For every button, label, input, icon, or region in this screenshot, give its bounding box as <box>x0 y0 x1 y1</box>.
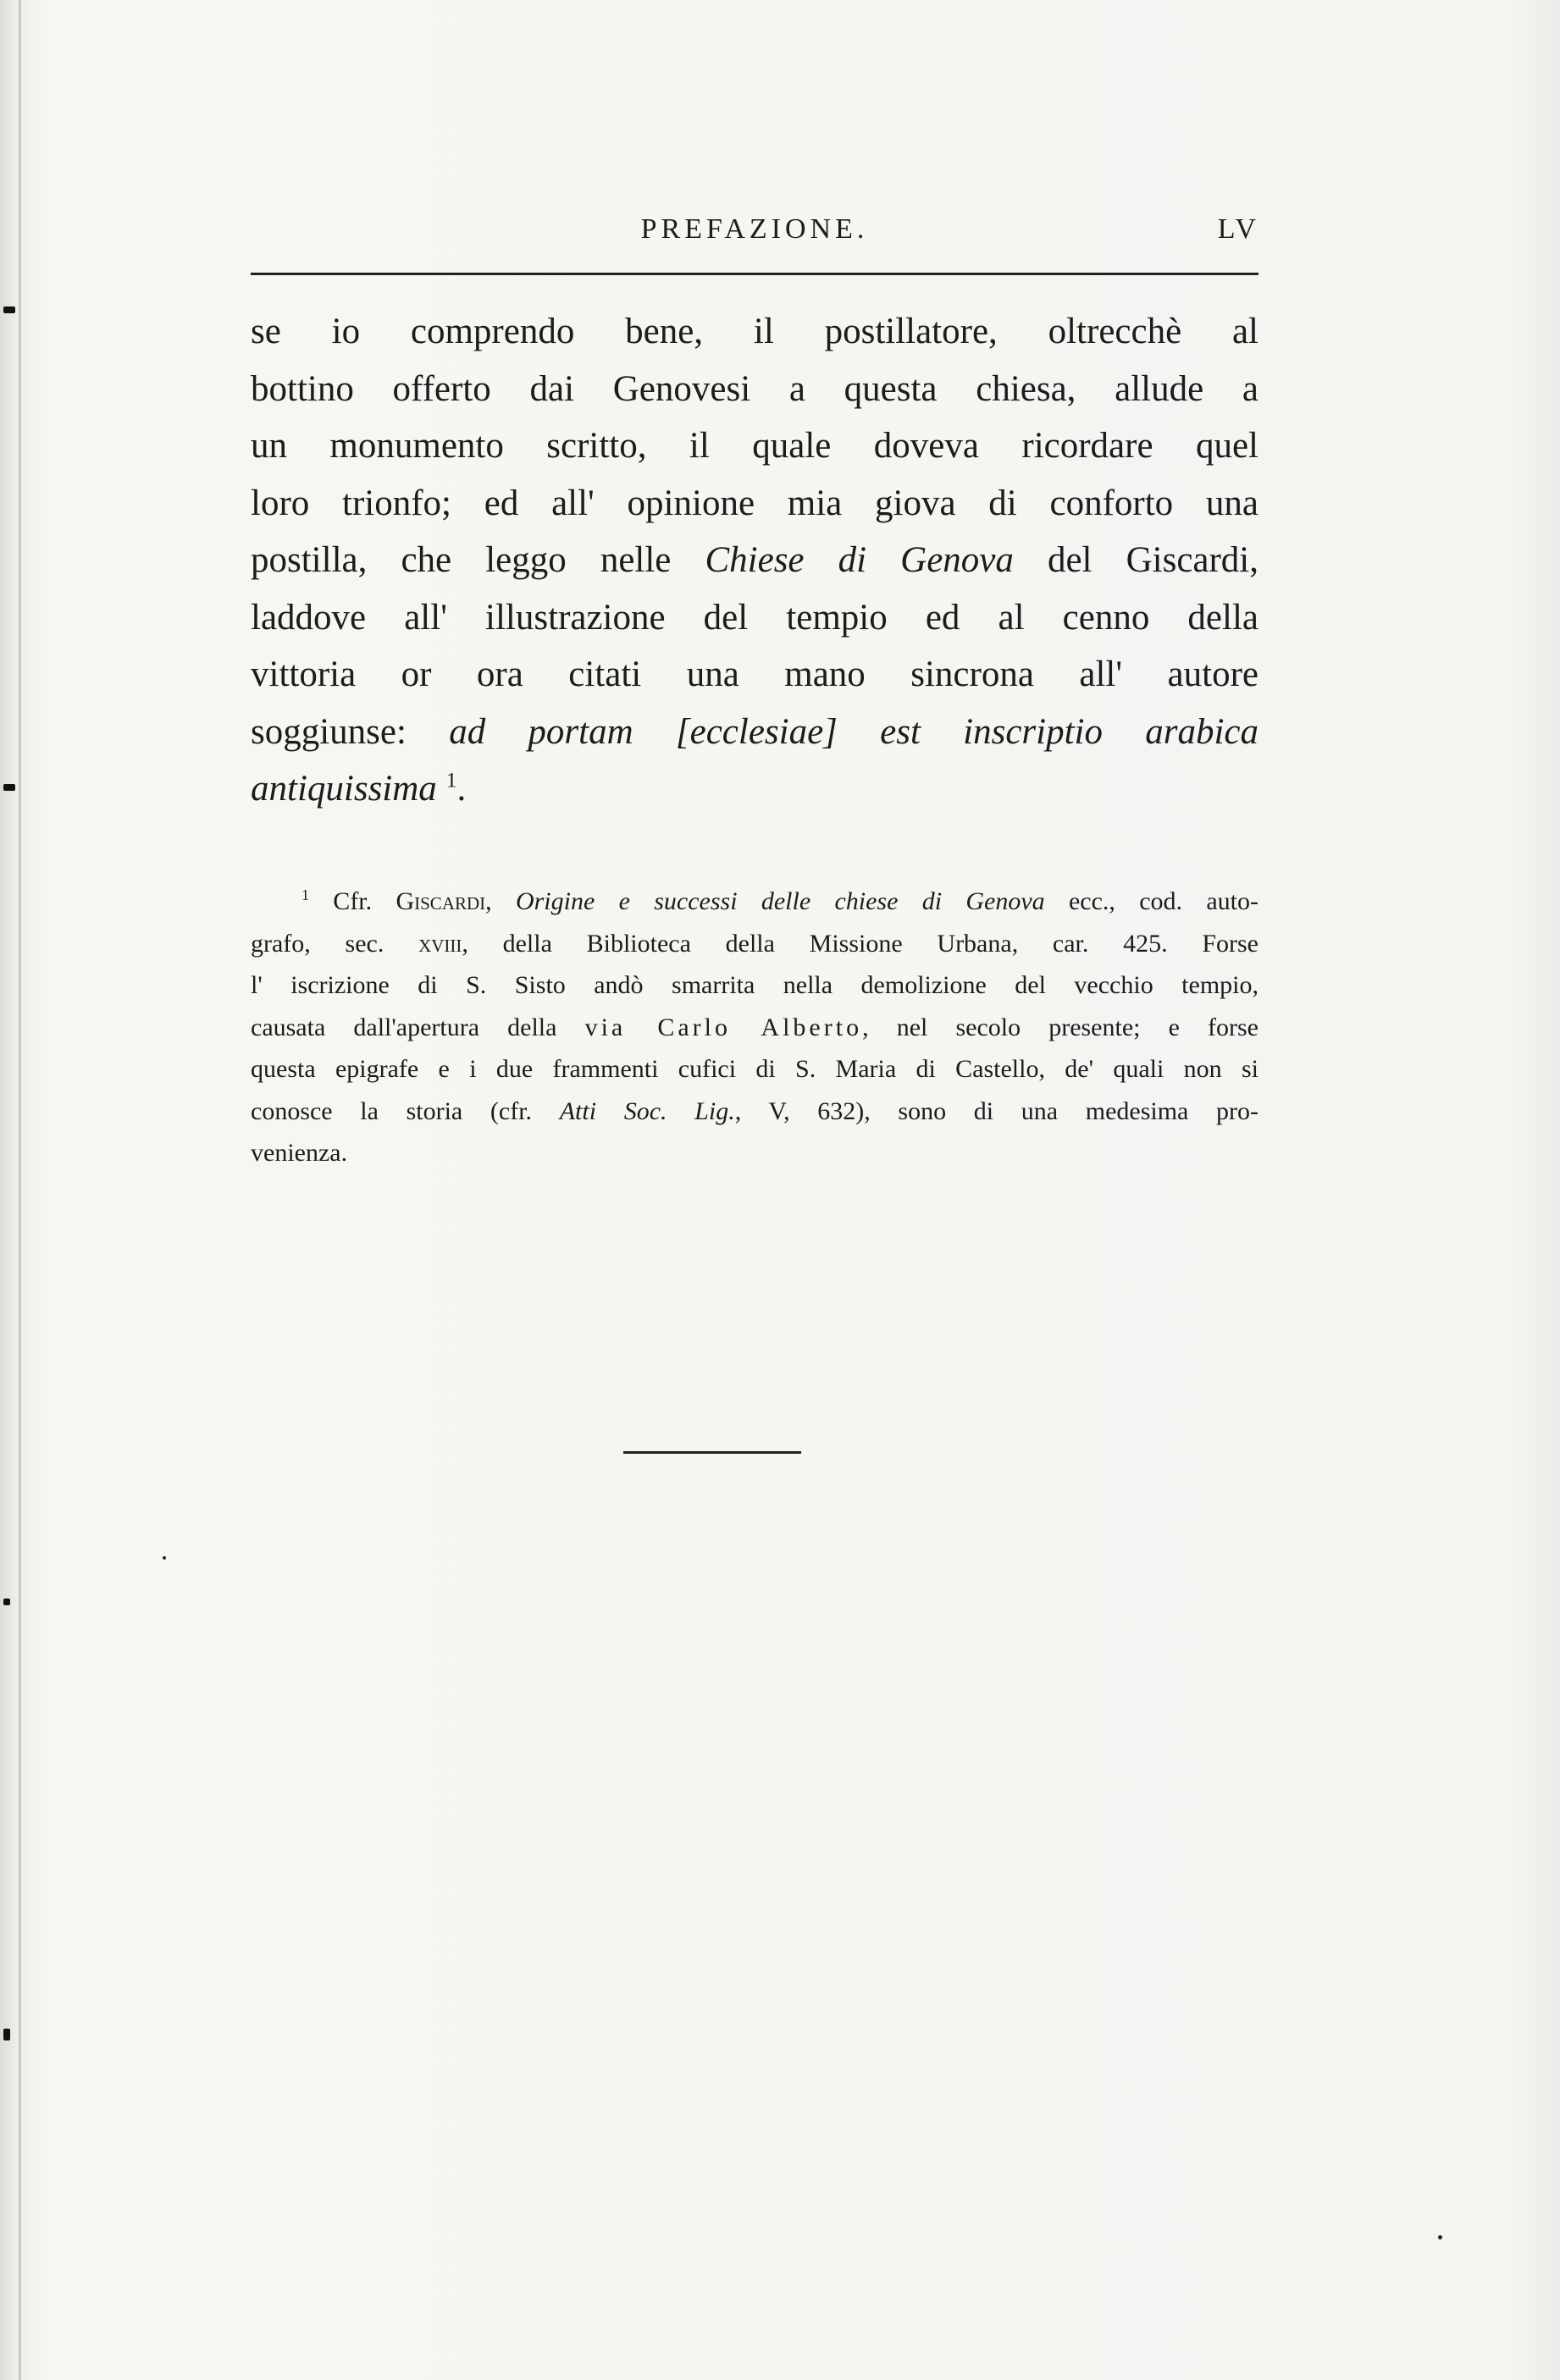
binding-mark <box>3 2029 10 2040</box>
text-run: , <box>485 887 516 915</box>
footnote-marker: 1 <box>301 886 309 904</box>
footnote-block <box>251 881 1259 1174</box>
text-line <box>251 532 1259 589</box>
text-run: , della Biblioteca della Missione Urbana, car. 425. Forse <box>462 929 1259 958</box>
binding-mark <box>3 306 15 313</box>
header-rule <box>251 273 1259 275</box>
text-run: soggiunse: <box>251 711 450 752</box>
latin-quote: est inscriptio arabica <box>880 711 1259 752</box>
work-title: Origine e successi delle chiese di Genova <box>515 887 1045 915</box>
text-run: ecc., cod. auto- <box>1044 887 1259 915</box>
section-end-rule <box>623 1451 801 1454</box>
footnote-line: questa epigrafe e i due frammenti cufici di S. Maria di Castello, de' quali non si <box>251 1055 1259 1083</box>
binding-mark <box>3 1599 10 1605</box>
paper-speck <box>163 1556 166 1560</box>
footnote-line: l' iscrizione di S. Sisto andò smarrita nella demolizione del vecchio tempio, <box>251 971 1259 999</box>
text-run: del Giscardi, <box>1013 540 1259 580</box>
journal-title: Atti Soc. Lig. <box>559 1096 735 1125</box>
text-run: postilla, che leggo nelle <box>251 540 705 580</box>
text-line <box>251 704 1259 761</box>
running-header <box>251 212 1259 262</box>
text-line: se io comprendo bene, il postillatore, oltrecchè al <box>251 312 1259 351</box>
text-run: grafo, sec. <box>251 929 419 958</box>
text-run: causata dall'apertura della <box>251 1013 585 1041</box>
text-run: conosce la storia (cfr. <box>251 1096 560 1125</box>
page-number: LV <box>1217 213 1259 245</box>
text-run: , V, 632), sono di una medesima pro- <box>734 1096 1259 1125</box>
text-line: laddove all' illustrazione del tempio ed al cenno della <box>251 597 1259 638</box>
footnote-reference: 1 <box>445 767 457 792</box>
text-line: bottino offerto dai Genovesi a questa chiesa, allude a <box>251 368 1259 409</box>
footnote-line: venienza. <box>251 1139 348 1167</box>
footnote-line <box>251 1091 1259 1133</box>
book-title-italic: Chiese di Genova <box>705 540 1014 580</box>
text-line: un monumento scritto, il quale doveva ricordare quel <box>251 426 1259 466</box>
text-run: Cfr. <box>309 887 396 915</box>
text-line <box>251 760 1259 818</box>
latin-quote: antiquissima <box>251 769 437 809</box>
latin-quote-bracket: [ecclesiae] <box>633 711 881 752</box>
author-name: Giscardi <box>396 887 486 915</box>
text-line: loro trionfo; ed all' opinione mia giova di conforto una <box>251 483 1259 523</box>
text-line: vittoria or ora citati una mano sincrona all' autore <box>251 654 1259 694</box>
footnote-line <box>251 923 1259 965</box>
century-numeral: xviii <box>418 929 462 958</box>
binding-mark <box>3 784 15 791</box>
binding-edge <box>19 0 21 2380</box>
footnote-line <box>251 881 1259 923</box>
footnote-line <box>251 1007 1259 1049</box>
paper-speck <box>1438 2235 1442 2239</box>
running-title: PREFAZIONE. <box>640 213 869 245</box>
street-name: via Carlo Alberto <box>584 1013 863 1041</box>
latin-quote: ad portam <box>449 711 633 752</box>
text-run: . <box>456 769 467 809</box>
text-run: , nel secolo presente; e forse <box>862 1013 1259 1041</box>
body-paragraph <box>251 303 1259 818</box>
